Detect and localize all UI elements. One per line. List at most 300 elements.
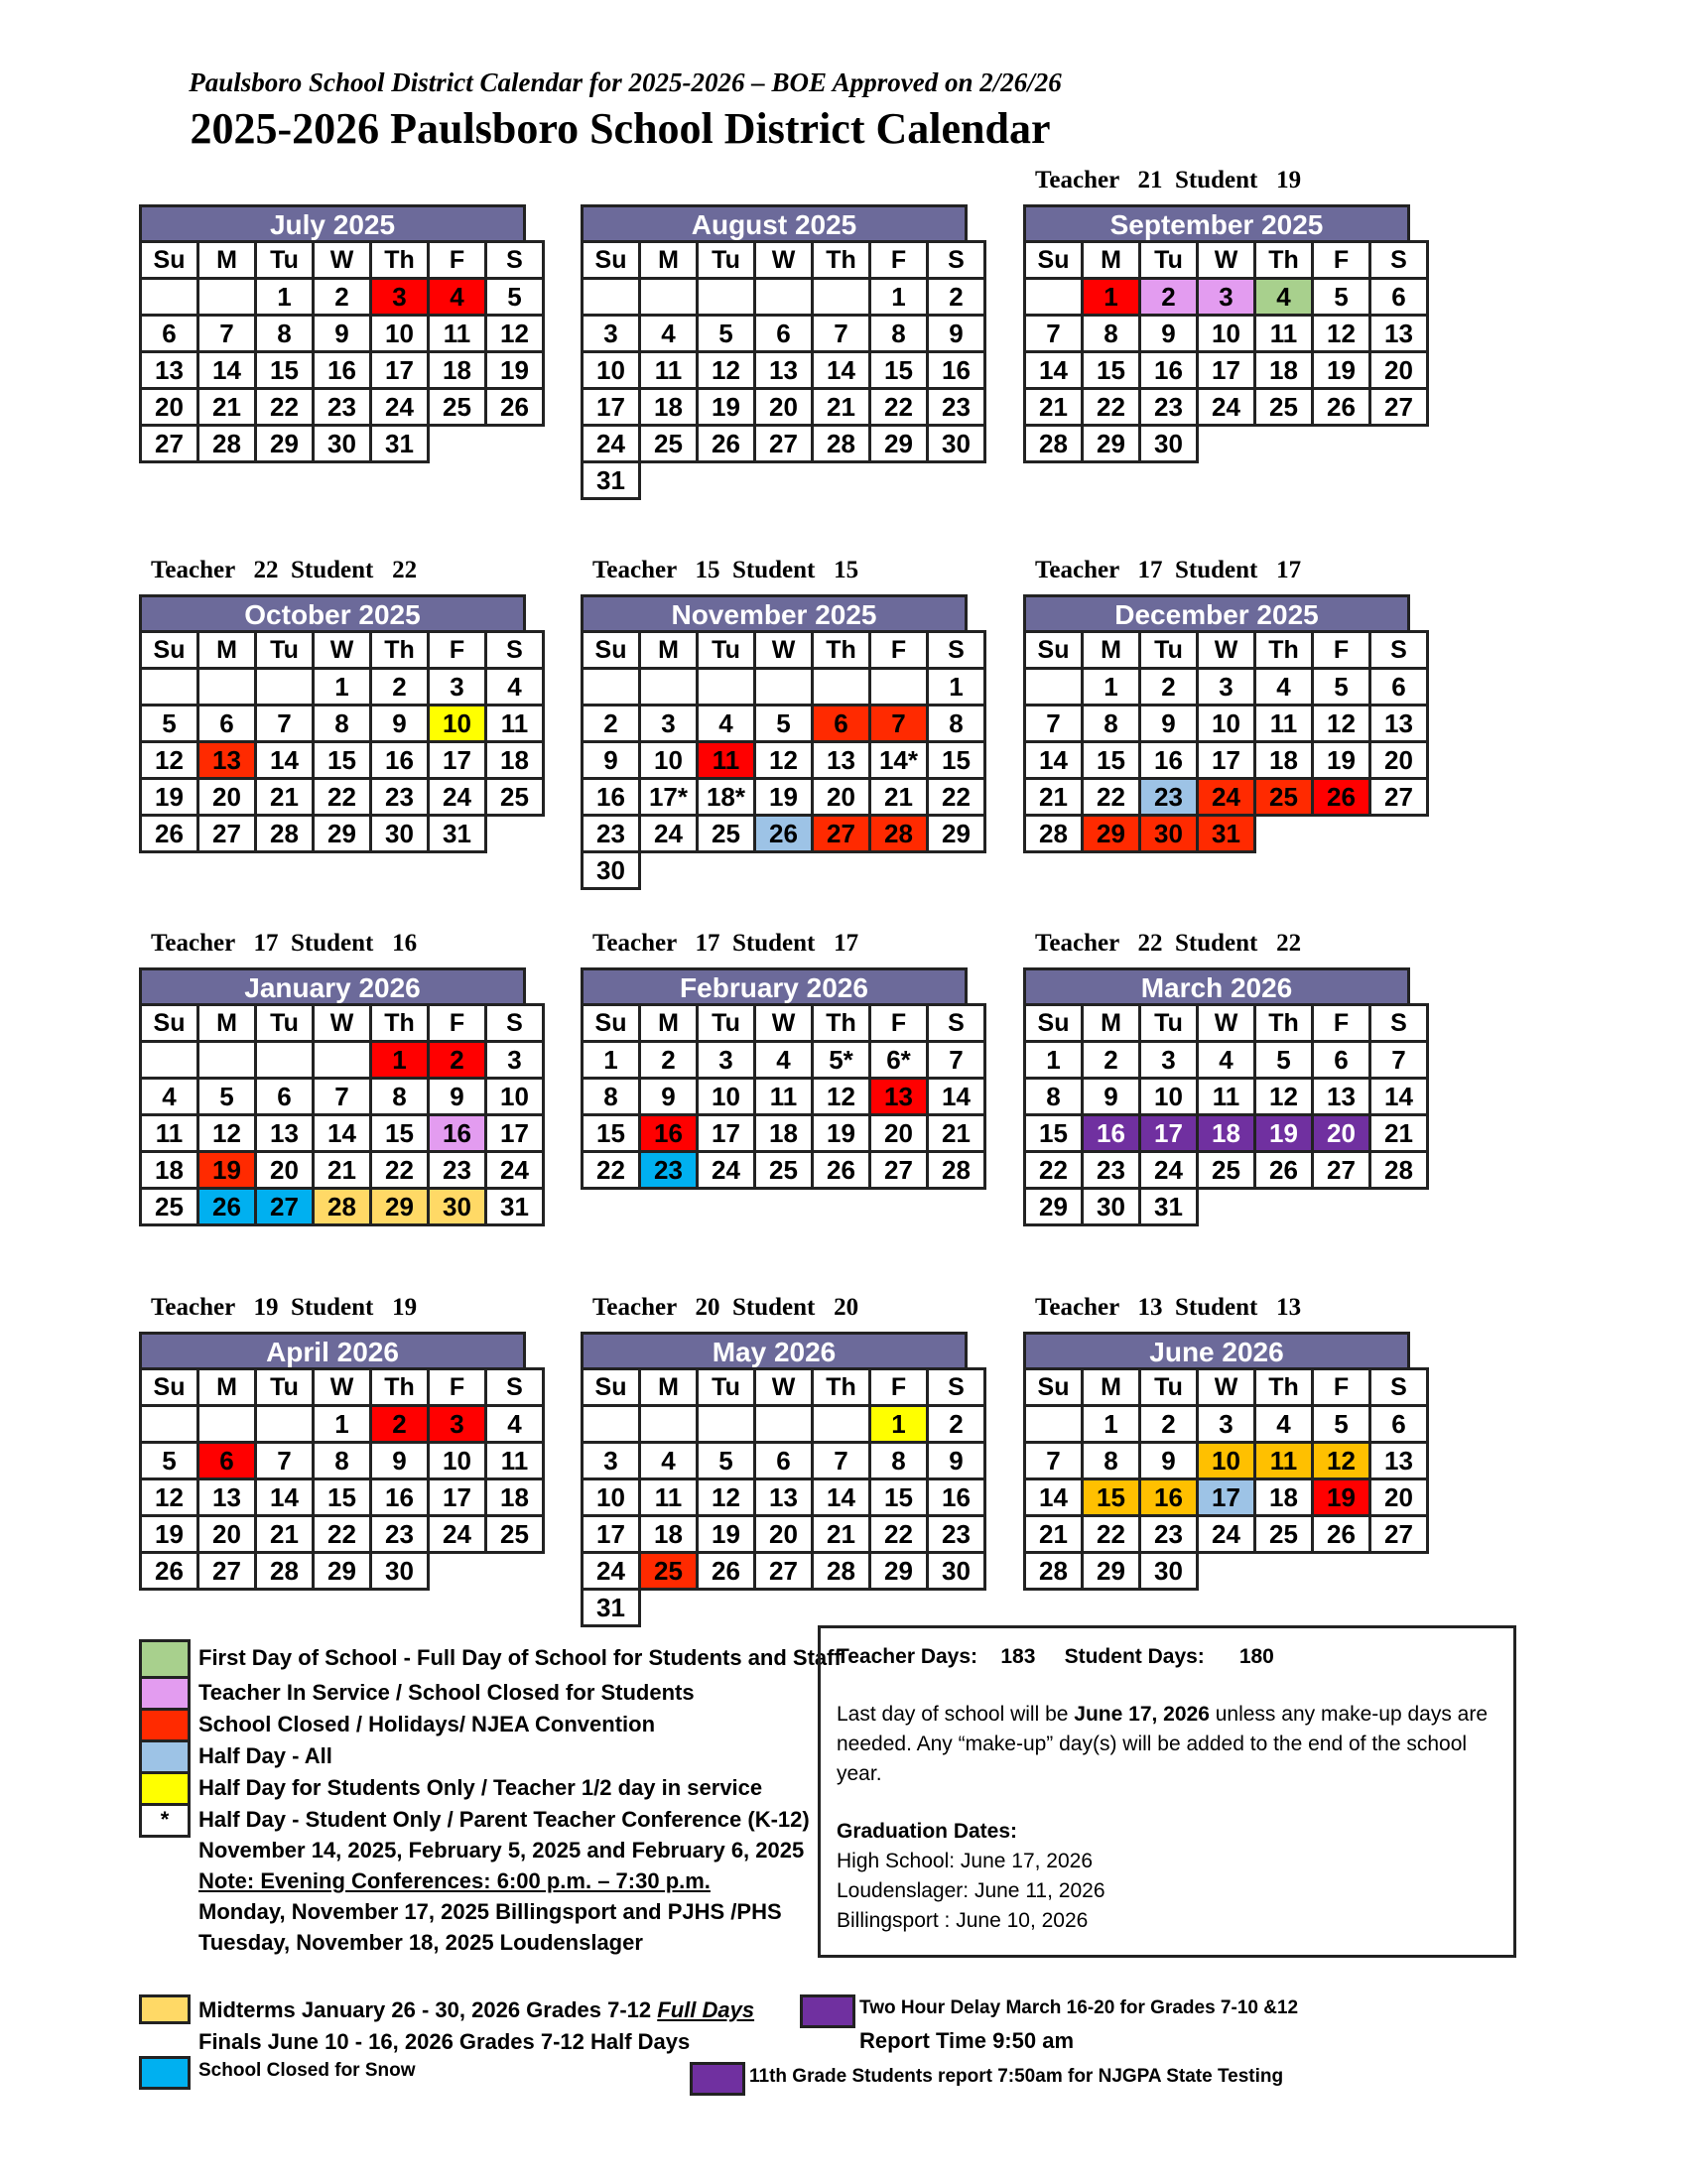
weekday-label: Su [141,632,198,669]
day-cell: 27 [198,816,256,852]
empty-cell [640,1590,698,1626]
day-cell: 11 [755,1079,813,1115]
day-cell: 28 [198,426,256,462]
day-cell: 22 [1083,1516,1140,1553]
last-day-note [837,1700,1497,1789]
day-cell: 20 [198,1516,256,1553]
day-cell: 7 [928,1042,985,1079]
day-cell: 7 [813,316,870,352]
weekday-label: W [314,242,371,279]
day-cell: 10 [486,1079,544,1115]
day-cell: 21 [928,1115,985,1152]
day-cell: 25 [640,426,698,462]
day-cell: 15 [870,352,928,389]
day-cell: 25 [1198,1152,1255,1189]
day-cell: 19 [1313,742,1370,779]
day-cell: 13 [256,1115,314,1152]
day-cell: 17 [1140,1115,1198,1152]
month-header: January 2026 [139,967,526,1003]
day-cell: 20 [755,389,813,426]
day-cell: 26 [486,389,544,426]
month-calendar [581,967,971,1190]
empty-cell [870,462,928,499]
weekday-label: S [486,1369,544,1406]
day-cell: 4 [1198,1042,1255,1079]
midterms-full-days: Full Days [657,1997,755,2022]
weekday-label: F [870,242,928,279]
day-cell: 19 [1313,352,1370,389]
day-cell: 29 [1083,816,1140,852]
blank-cell [755,669,813,706]
day-cell: 12 [1255,1079,1313,1115]
day-cell: 21 [813,389,870,426]
weekday-label: Su [141,1369,198,1406]
legend-evening-note: Note: Evening Conferences: 6:00 p.m. – 7:30 p.m. [198,1868,711,1893]
last-day-date: June 17, 2026 [1074,1703,1210,1726]
day-cell: 27 [813,816,870,852]
weekday-label: F [870,1005,928,1042]
weekday-label: S [1370,1005,1428,1042]
day-cell: 4 [640,316,698,352]
day-cell: 27 [1370,1516,1428,1553]
weekday-label: S [486,242,544,279]
blank-cell [314,1042,371,1079]
empty-cell [429,426,486,462]
day-cell: 25 [1255,1516,1313,1553]
month-header: July 2025 [139,204,526,240]
day-cell: 30 [371,816,429,852]
day-cell: 2 [1140,669,1198,706]
blank-cell [198,1042,256,1079]
day-cell: 6 [141,316,198,352]
day-cell: 22 [928,779,985,816]
day-cell: 14* [870,742,928,779]
day-cell: 19 [1313,1479,1370,1516]
weekday-label: Tu [1140,1369,1198,1406]
legend-swatch-first-day [139,1639,191,1679]
weekday-label: M [640,632,698,669]
legend-half-students: Half Day for Students Only / Teacher 1/2 day in service [198,1775,763,1800]
month-counts: Teacher 19 Student 19 [151,1294,418,1321]
day-cell: 28 [1025,1553,1083,1590]
weekday-label: Th [813,1005,870,1042]
day-cell: 18 [486,742,544,779]
empty-cell [1313,426,1370,462]
day-cell: 19 [698,389,755,426]
day-cell: 17 [371,352,429,389]
day-cell: 7 [256,706,314,742]
weekday-label: W [314,1005,371,1042]
day-cell: 18 [1255,742,1313,779]
day-cell: 9 [1140,316,1198,352]
legend-swatch-teacher-in-service [139,1679,191,1711]
day-cell: 6 [813,706,870,742]
empty-cell [1370,1189,1428,1225]
day-cell: 17* [640,779,698,816]
weekday-label: S [1370,1369,1428,1406]
day-cell: 27 [256,1189,314,1225]
month-counts: Teacher 17 Student 17 [592,930,859,957]
day-cell: 14 [1025,742,1083,779]
graduation-loudenslager: Loudenslager: June 11, 2026 [837,1879,1105,1902]
legend-swatch-njgpa [690,2062,745,2096]
weekday-label: Th [371,632,429,669]
legend-conf-monday: Monday, November 17, 2025 Billingsport and PJHS /PHS [198,1899,782,1924]
day-cell: 11 [141,1115,198,1152]
day-cell: 6 [198,706,256,742]
weekday-label: Tu [698,632,755,669]
day-cell: 22 [1083,779,1140,816]
day-cell: 3 [583,316,640,352]
day-cell: 3 [486,1042,544,1079]
day-cell: 11 [698,742,755,779]
day-cell: 9 [1083,1079,1140,1115]
day-cell: 2 [371,669,429,706]
day-cell: 7 [314,1079,371,1115]
day-cell: 2 [429,1042,486,1079]
day-cell: 12 [1313,1443,1370,1479]
empty-cell [928,852,985,889]
legend-star: Half Day - Student Only / Parent Teacher Conference (K-12) [198,1807,810,1832]
day-cell: 23 [1140,389,1198,426]
day-cell: 5 [1255,1042,1313,1079]
blank-cell [813,1406,870,1443]
weekday-label: Th [371,1005,429,1042]
empty-cell [755,1590,813,1626]
day-cell: 3 [1198,669,1255,706]
day-cell: 7 [813,1443,870,1479]
day-cell: 12 [1313,316,1370,352]
blank-cell [1025,1406,1083,1443]
day-cell: 8 [1083,1443,1140,1479]
weekday-label: Tu [698,242,755,279]
day-cell: 13 [870,1079,928,1115]
day-cell: 24 [371,389,429,426]
day-cell: 3 [1140,1042,1198,1079]
day-cell: 1 [314,669,371,706]
day-cell: 20 [198,779,256,816]
day-cell: 18 [1255,352,1313,389]
day-cell: 21 [870,779,928,816]
blank-cell [813,279,870,316]
day-cell: 5 [1313,279,1370,316]
weekday-label: F [429,1369,486,1406]
weekday-label: Su [583,1369,640,1406]
day-cell: 9 [640,1079,698,1115]
day-cell: 14 [813,352,870,389]
day-cell: 9 [928,316,985,352]
weekday-label: Tu [256,242,314,279]
empty-cell [755,462,813,499]
weekday-label: Tu [1140,242,1198,279]
midterms-text: Midterms January 26 - 30, 2026 Grades 7-12 [198,1997,658,2022]
legend-swatch-half-students [139,1774,191,1806]
day-cell: 3 [1198,279,1255,316]
day-cell: 14 [256,1479,314,1516]
empty-cell [1255,1189,1313,1225]
weekday-label: M [640,242,698,279]
day-cell: 5 [141,706,198,742]
day-cell: 12 [141,1479,198,1516]
day-cell: 10 [1198,316,1255,352]
day-cell: 6 [1370,1406,1428,1443]
day-cell: 18 [141,1152,198,1189]
day-cell: 17 [1198,742,1255,779]
empty-cell [1198,1553,1255,1590]
legend-swatch-half-all [139,1742,191,1774]
teacher-days-value: 183 [1000,1645,1036,1668]
last-day-text-2: unless any make-up days are needed. Any “make-up” day(s) will be added to the end of the school year. [837,1703,1489,1785]
empty-cell [1198,1189,1255,1225]
day-cell: 21 [256,779,314,816]
day-cell: 2 [1140,1406,1198,1443]
day-cell: 21 [1025,779,1083,816]
day-cell: 10 [583,1479,640,1516]
day-cell: 8 [1025,1079,1083,1115]
day-cell: 1 [870,279,928,316]
blank-cell [198,279,256,316]
weekday-label: Su [1025,242,1083,279]
weekday-label: S [1370,242,1428,279]
weekday-label: Su [1025,1005,1083,1042]
day-cell: 15 [928,742,985,779]
month-counts: Teacher 13 Student 13 [1035,1294,1302,1321]
day-cell: 3 [1198,1406,1255,1443]
day-cell: 6 [198,1443,256,1479]
day-cell: 23 [640,1152,698,1189]
day-cell: 11 [486,706,544,742]
day-cell: 18 [640,1516,698,1553]
day-cell: 21 [256,1516,314,1553]
month-counts: Teacher 21 Student 19 [1035,167,1302,193]
day-cell: 11 [640,352,698,389]
blank-cell [755,1406,813,1443]
student-days-value: 180 [1238,1645,1274,1668]
day-cell: 11 [486,1443,544,1479]
day-cell: 11 [1255,1443,1313,1479]
day-cell: 16 [1140,1479,1198,1516]
weekday-label: Su [141,242,198,279]
weekday-label: W [1198,632,1255,669]
empty-cell [1313,816,1370,852]
weekday-label: W [1198,1005,1255,1042]
day-cell: 13 [755,1479,813,1516]
day-cell: 16 [928,352,985,389]
empty-cell [870,1590,928,1626]
day-cell: 26 [141,1553,198,1590]
empty-cell [486,426,544,462]
day-cell: 9 [1140,706,1198,742]
month-header: December 2025 [1023,594,1410,630]
blank-cell [141,279,198,316]
day-cell: 26 [698,1553,755,1590]
day-cell: 29 [314,816,371,852]
day-cell: 4 [486,669,544,706]
weekday-label: Tu [256,1005,314,1042]
day-cell: 4 [698,706,755,742]
day-cell: 10 [698,1079,755,1115]
document-subtitle: Paulsboro School District Calendar for 2025-2026 – BOE Approved on 2/26/26 [189,67,1062,97]
day-cell: 24 [698,1152,755,1189]
day-cell: 15 [314,1479,371,1516]
empty-cell [1255,1553,1313,1590]
day-cell: 21 [1025,389,1083,426]
weekday-label: W [755,1369,813,1406]
weekday-label: Th [1255,632,1313,669]
empty-cell [1370,1553,1428,1590]
weekday-label: M [640,1005,698,1042]
day-cell: 9 [371,1443,429,1479]
day-cell: 9 [314,316,371,352]
day-cell: 8 [870,316,928,352]
day-cell: 10 [640,742,698,779]
legend-half-all: Half Day - All [198,1743,332,1768]
blank-cell [256,669,314,706]
month-header: May 2026 [581,1332,968,1367]
day-cell: 19 [198,1152,256,1189]
day-cell: 24 [640,816,698,852]
day-cell: 19 [813,1115,870,1152]
weekday-label: Su [583,242,640,279]
day-cell: 30 [1140,816,1198,852]
day-cell: 2 [640,1042,698,1079]
empty-cell [928,462,985,499]
graduation-hs: High School: June 17, 2026 [837,1850,1094,1872]
weekday-label: Tu [698,1005,755,1042]
day-cell: 17 [583,1516,640,1553]
day-cell: 8 [870,1443,928,1479]
day-cell: 28 [870,816,928,852]
day-cell: 22 [1025,1152,1083,1189]
weekday-label: Th [371,242,429,279]
day-cell: 25 [755,1152,813,1189]
day-cell: 23 [1083,1152,1140,1189]
weekday-label: M [1083,1369,1140,1406]
day-cell: 13 [198,1479,256,1516]
blank-cell [198,669,256,706]
month-header: October 2025 [139,594,526,630]
empty-cell [486,816,544,852]
weekday-label: Su [1025,632,1083,669]
day-cell: 5 [755,706,813,742]
weekday-label: Th [1255,1005,1313,1042]
weekday-label: F [429,242,486,279]
weekday-label: W [755,632,813,669]
weekday-label: W [755,1005,813,1042]
day-cell: 15 [870,1479,928,1516]
day-cell: 24 [429,1516,486,1553]
day-cell: 31 [1198,816,1255,852]
day-cell: 13 [198,742,256,779]
day-cell: 1 [928,669,985,706]
day-cell: 7 [1025,1443,1083,1479]
day-cell: 15 [314,742,371,779]
month-calendar [139,594,529,853]
month-counts: Teacher 17 Student 16 [151,930,418,957]
day-cell: 17 [429,1479,486,1516]
weekday-label: W [755,242,813,279]
day-cell: 20 [870,1115,928,1152]
day-cell: 3 [429,669,486,706]
day-cell: 24 [583,1553,640,1590]
legend-swatch-star [139,1806,191,1838]
day-cell: 21 [813,1516,870,1553]
day-cell: 28 [1025,426,1083,462]
day-cell: 14 [314,1115,371,1152]
day-cell: 23 [371,779,429,816]
day-cell: 5 [1313,669,1370,706]
day-cell: 10 [583,352,640,389]
day-cell: 30 [371,1553,429,1590]
day-cell: 13 [1370,1443,1428,1479]
day-cell: 13 [1370,316,1428,352]
legend-swatch-midterms [139,1994,191,2024]
month-calendar [1023,1332,1413,1591]
day-cell: 23 [314,389,371,426]
day-cell: 25 [486,1516,544,1553]
day-cell: 30 [429,1189,486,1225]
day-cell: 10 [1140,1079,1198,1115]
day-cell: 9 [371,706,429,742]
day-cell: 8 [1083,316,1140,352]
empty-cell [1370,816,1428,852]
day-cell: 25 [1255,779,1313,816]
day-cell: 18 [429,352,486,389]
day-cell: 13 [813,742,870,779]
day-cell: 15 [256,352,314,389]
day-cell: 4 [755,1042,813,1079]
empty-cell [813,852,870,889]
day-cell: 4 [1255,1406,1313,1443]
day-cell: 20 [755,1516,813,1553]
day-cell: 28 [1370,1152,1428,1189]
empty-cell [1313,1189,1370,1225]
day-cell: 15 [583,1115,640,1152]
weekday-label: W [314,1369,371,1406]
day-cell: 9 [1140,1443,1198,1479]
day-cell: 13 [1313,1079,1370,1115]
weekday-label: S [928,632,985,669]
day-cell: 5 [486,279,544,316]
empty-cell [1370,426,1428,462]
day-cell: 14 [928,1079,985,1115]
weekday-label: Tu [1140,632,1198,669]
day-cell: 11 [1255,706,1313,742]
day-cell: 25 [429,389,486,426]
day-cell: 23 [583,816,640,852]
day-cell: 2 [1083,1042,1140,1079]
legend-closed: School Closed / Holidays/ NJEA Convention [198,1712,656,1736]
day-cell: 23 [1140,1516,1198,1553]
day-cell: 1 [1083,1406,1140,1443]
day-cell: 8 [314,706,371,742]
day-cell: 15 [1083,1479,1140,1516]
day-cell: 3 [583,1443,640,1479]
day-cell: 30 [1140,426,1198,462]
month-counts: Teacher 22 Student 22 [151,557,418,583]
empty-cell [640,852,698,889]
legend-swatch-snow [139,2056,191,2090]
day-cell: 11 [1198,1079,1255,1115]
day-cell: 26 [1313,779,1370,816]
day-cell: 1 [1083,279,1140,316]
day-cell: 10 [1198,706,1255,742]
weekday-label: F [870,1369,928,1406]
legend-njgpa: 11th Grade Students report 7:50am for NJGPA State Testing [749,2066,1284,2087]
empty-cell [486,1553,544,1590]
day-cell: 29 [314,1553,371,1590]
day-cell: 23 [371,1516,429,1553]
